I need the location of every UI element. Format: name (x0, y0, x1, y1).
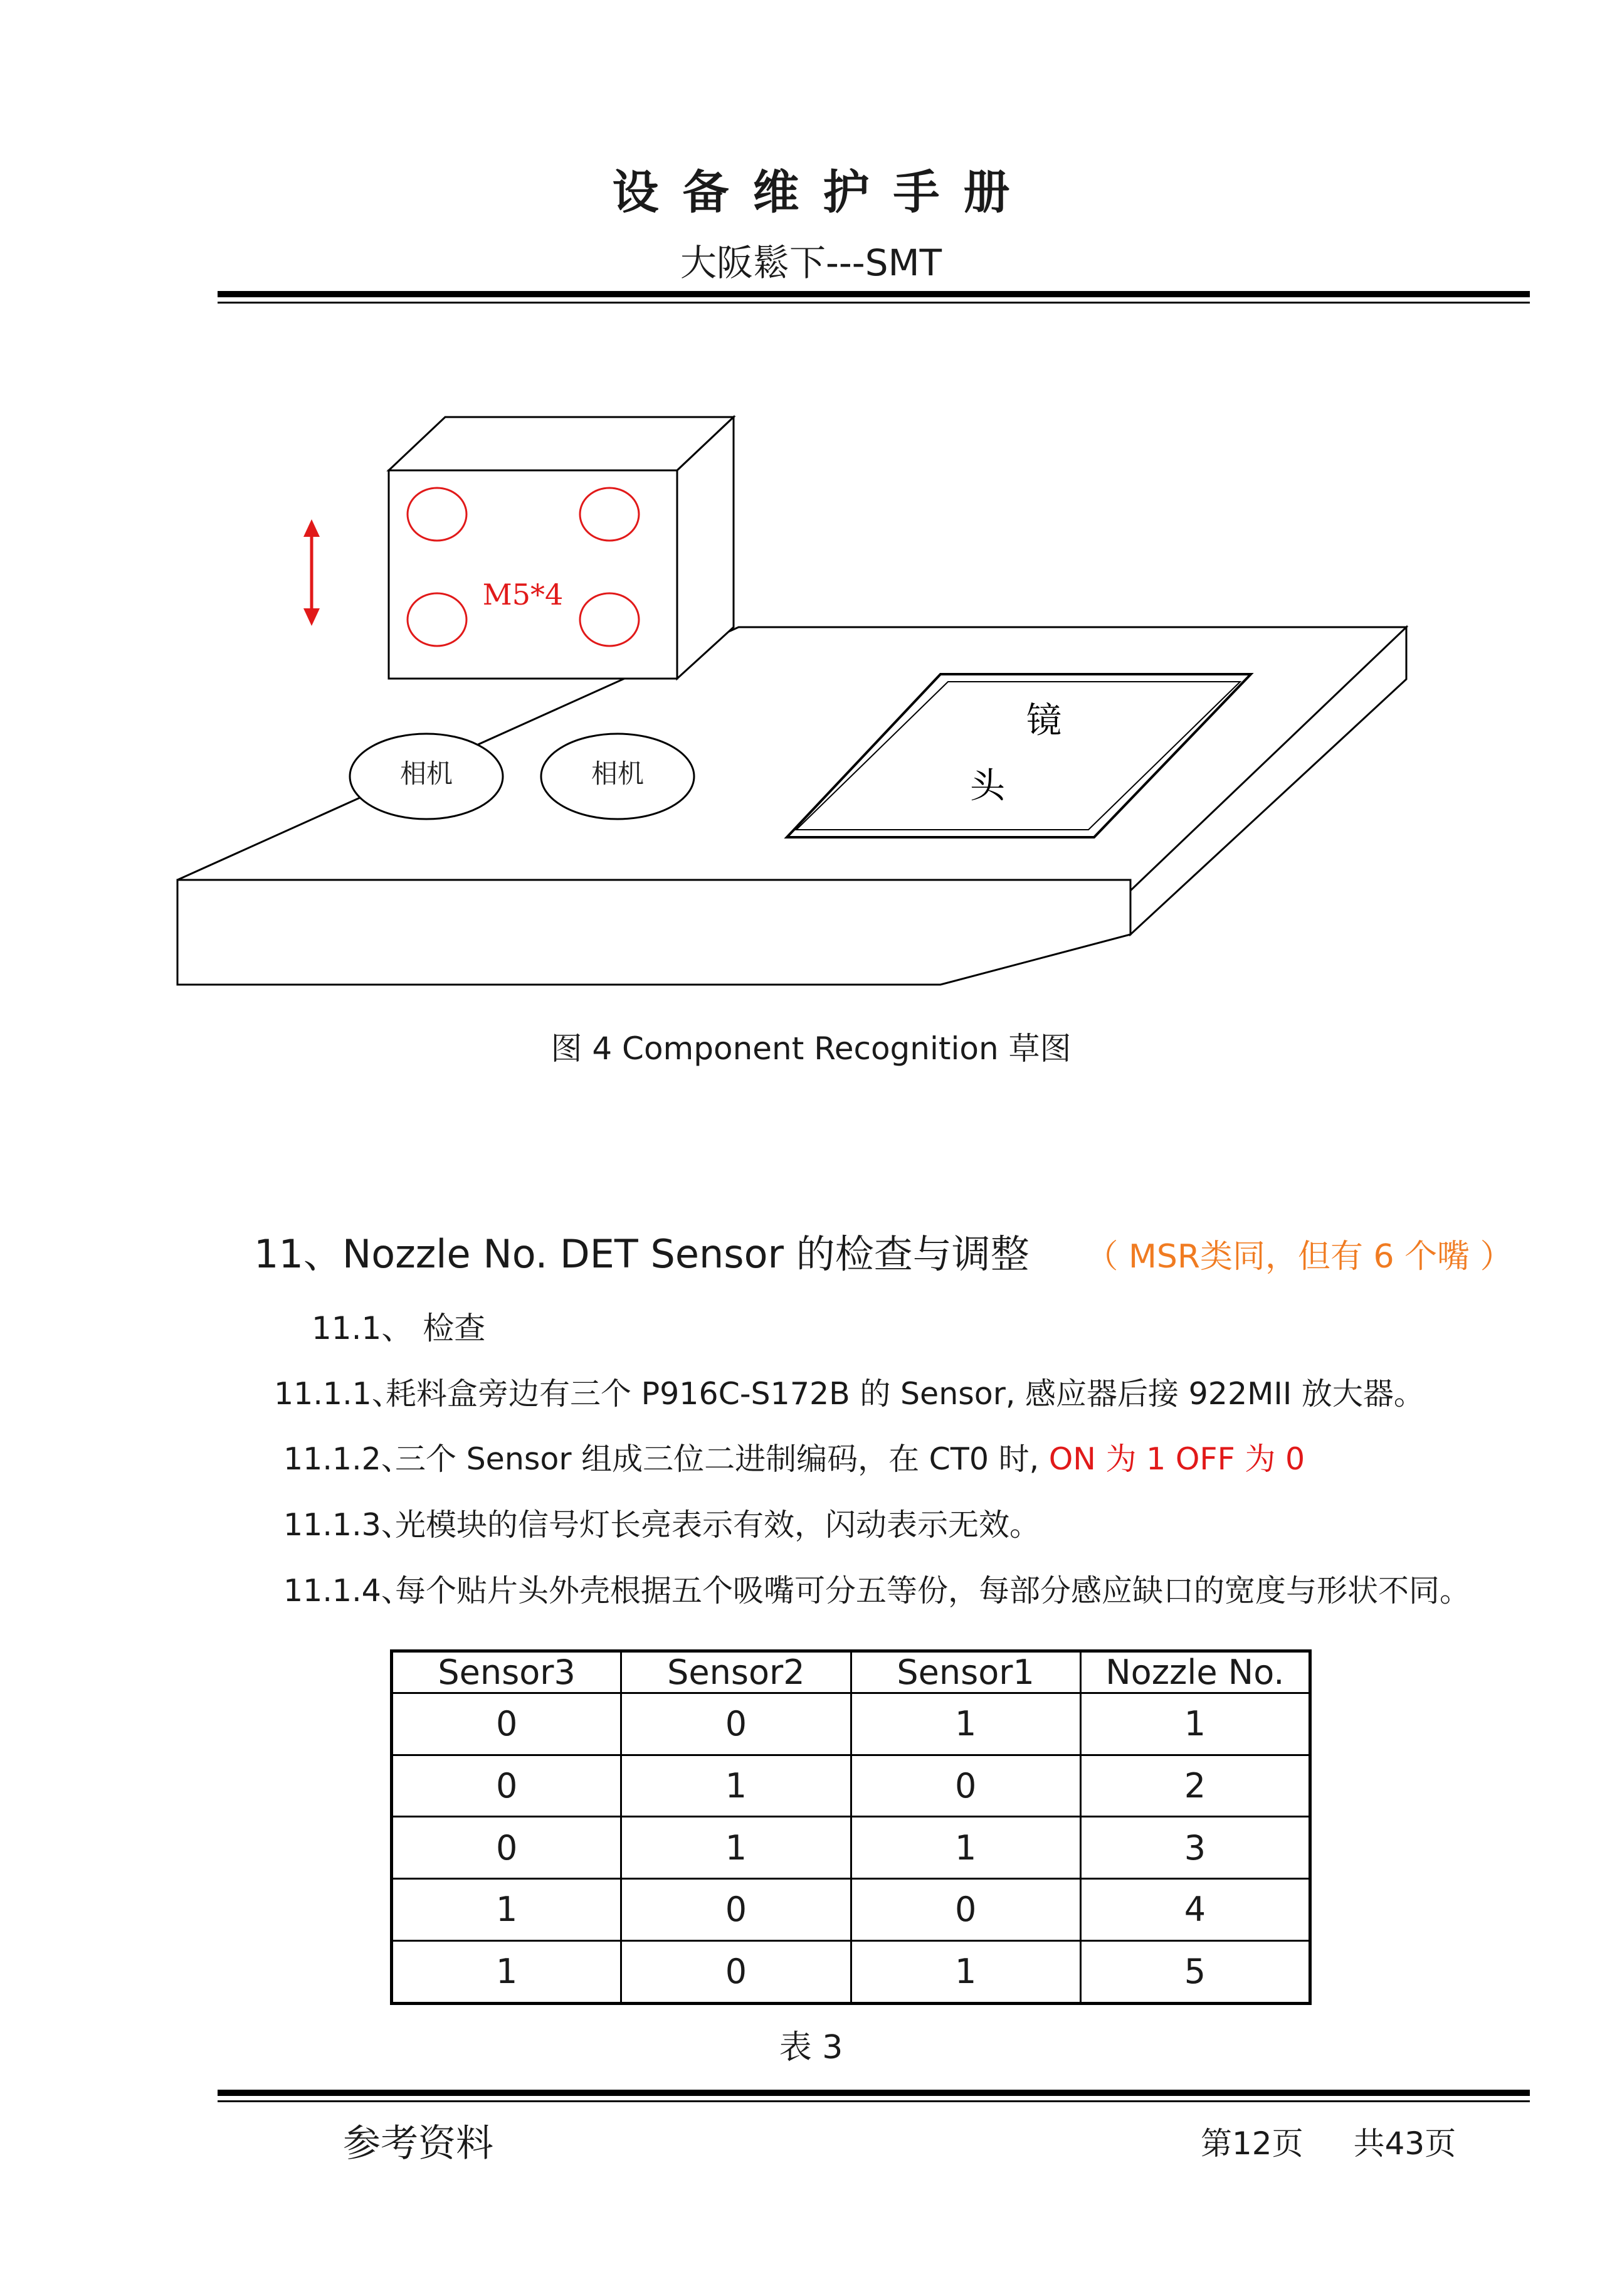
page-total: 共43页 (1353, 2125, 1456, 2162)
head-top-face (389, 417, 734, 470)
table-cell: 1 (392, 1940, 621, 2003)
lens-label-char-1: 镜 (1026, 701, 1061, 741)
table-cell: 5 (1080, 1940, 1310, 2003)
item-number: 11.1.3、 (283, 1507, 412, 1543)
base-front-face (177, 880, 1130, 985)
nozzle-code-table (390, 1649, 1312, 2005)
table-cell: 1 (621, 1755, 851, 1817)
document-title: 设备维护手册 (612, 166, 1034, 220)
footer-rule-thick (218, 2090, 1530, 2096)
section-heading (254, 1223, 1513, 1279)
page-number: 第12页 (1201, 2125, 1303, 2162)
table-cell: 0 (392, 1817, 621, 1879)
item-highlight: ON 为 1 OFF 为 0 (1048, 1441, 1305, 1477)
footer-rule-thin (218, 2100, 1530, 2102)
bolt-label: M5*4 (482, 578, 564, 611)
table-row (392, 1879, 1310, 1941)
item-number: 11.1.4、 (283, 1573, 412, 1609)
table-cell: 0 (392, 1693, 621, 1755)
table-cell: 0 (851, 1879, 1080, 1941)
table-cell: 1 (621, 1817, 851, 1879)
list-item (283, 1567, 1470, 1611)
table-row (392, 1940, 1310, 2003)
document-subtitle: 大阪鬆下---SMT (680, 241, 942, 284)
table-cell: 0 (621, 1879, 851, 1941)
table-header-cell: Sensor3 (392, 1651, 621, 1693)
table-header-cell: Sensor2 (621, 1651, 851, 1693)
item-text: 光模块的信号灯长亮表示有效，闪动表示无效。 (395, 1507, 1041, 1543)
table-cell: 0 (392, 1755, 621, 1817)
item-text: 每个贴片头外壳根据五个吸嘴可分五等份，每部分感应缺口的宽度与形状不同。 (395, 1573, 1471, 1609)
table-cell: 4 (1080, 1879, 1310, 1941)
list-item (283, 1501, 1040, 1545)
figure-caption: 图 4 Component Recognition 草图 (550, 1030, 1072, 1067)
table-cell: 1 (851, 1693, 1080, 1755)
footer-label: 参考资料 (343, 2122, 493, 2166)
table-cell: 2 (1080, 1755, 1310, 1817)
lens-label-char-2: 头 (970, 766, 1005, 807)
table-header-row (392, 1651, 1310, 1693)
table-row (392, 1693, 1310, 1755)
table-caption: 表 3 (779, 2029, 843, 2066)
table-cell: 3 (1080, 1817, 1310, 1879)
table-cell: 1 (1080, 1693, 1310, 1755)
item-text: 三个 Sensor 组成三位二进制编码，在 CT0 时, (395, 1441, 1049, 1477)
table-row (392, 1817, 1310, 1879)
item-number: 11.1.1、 (274, 1376, 403, 1412)
table-header-cell: Nozzle No. (1080, 1651, 1310, 1693)
item-text: 耗料盒旁边有三个 P916C-S172B 的 Sensor, 感应器后接 922MII 放大器。 (386, 1376, 1425, 1412)
head-front-face (389, 470, 677, 679)
table-cell: 1 (851, 1940, 1080, 2003)
camera-left-label: 相机 (399, 758, 453, 789)
table-header-cell: Sensor1 (851, 1651, 1080, 1693)
table-cell: 0 (851, 1755, 1080, 1817)
table-cell: 0 (621, 1693, 851, 1755)
table-cell: 1 (392, 1879, 621, 1941)
table-row (392, 1755, 1310, 1817)
section-note: （ MSR类同，但有 6 个嘴 ） (1085, 1238, 1513, 1276)
table-cell: 1 (851, 1817, 1080, 1879)
list-item (274, 1370, 1425, 1414)
up-down-arrow-icon (303, 519, 320, 626)
component-recognition-figure (0, 0, 1622, 1016)
section-heading-text: 11、Nozzle No. DET Sensor 的检查与调整 (254, 1231, 1030, 1277)
camera-right-label: 相机 (591, 758, 645, 789)
table-cell: 0 (621, 1940, 851, 2003)
item-number: 11.1.2、 (283, 1441, 412, 1477)
list-item (283, 1435, 1305, 1479)
subsection-heading: 11.1、 检查 (312, 1310, 486, 1346)
page-counter (1201, 2119, 1456, 2164)
